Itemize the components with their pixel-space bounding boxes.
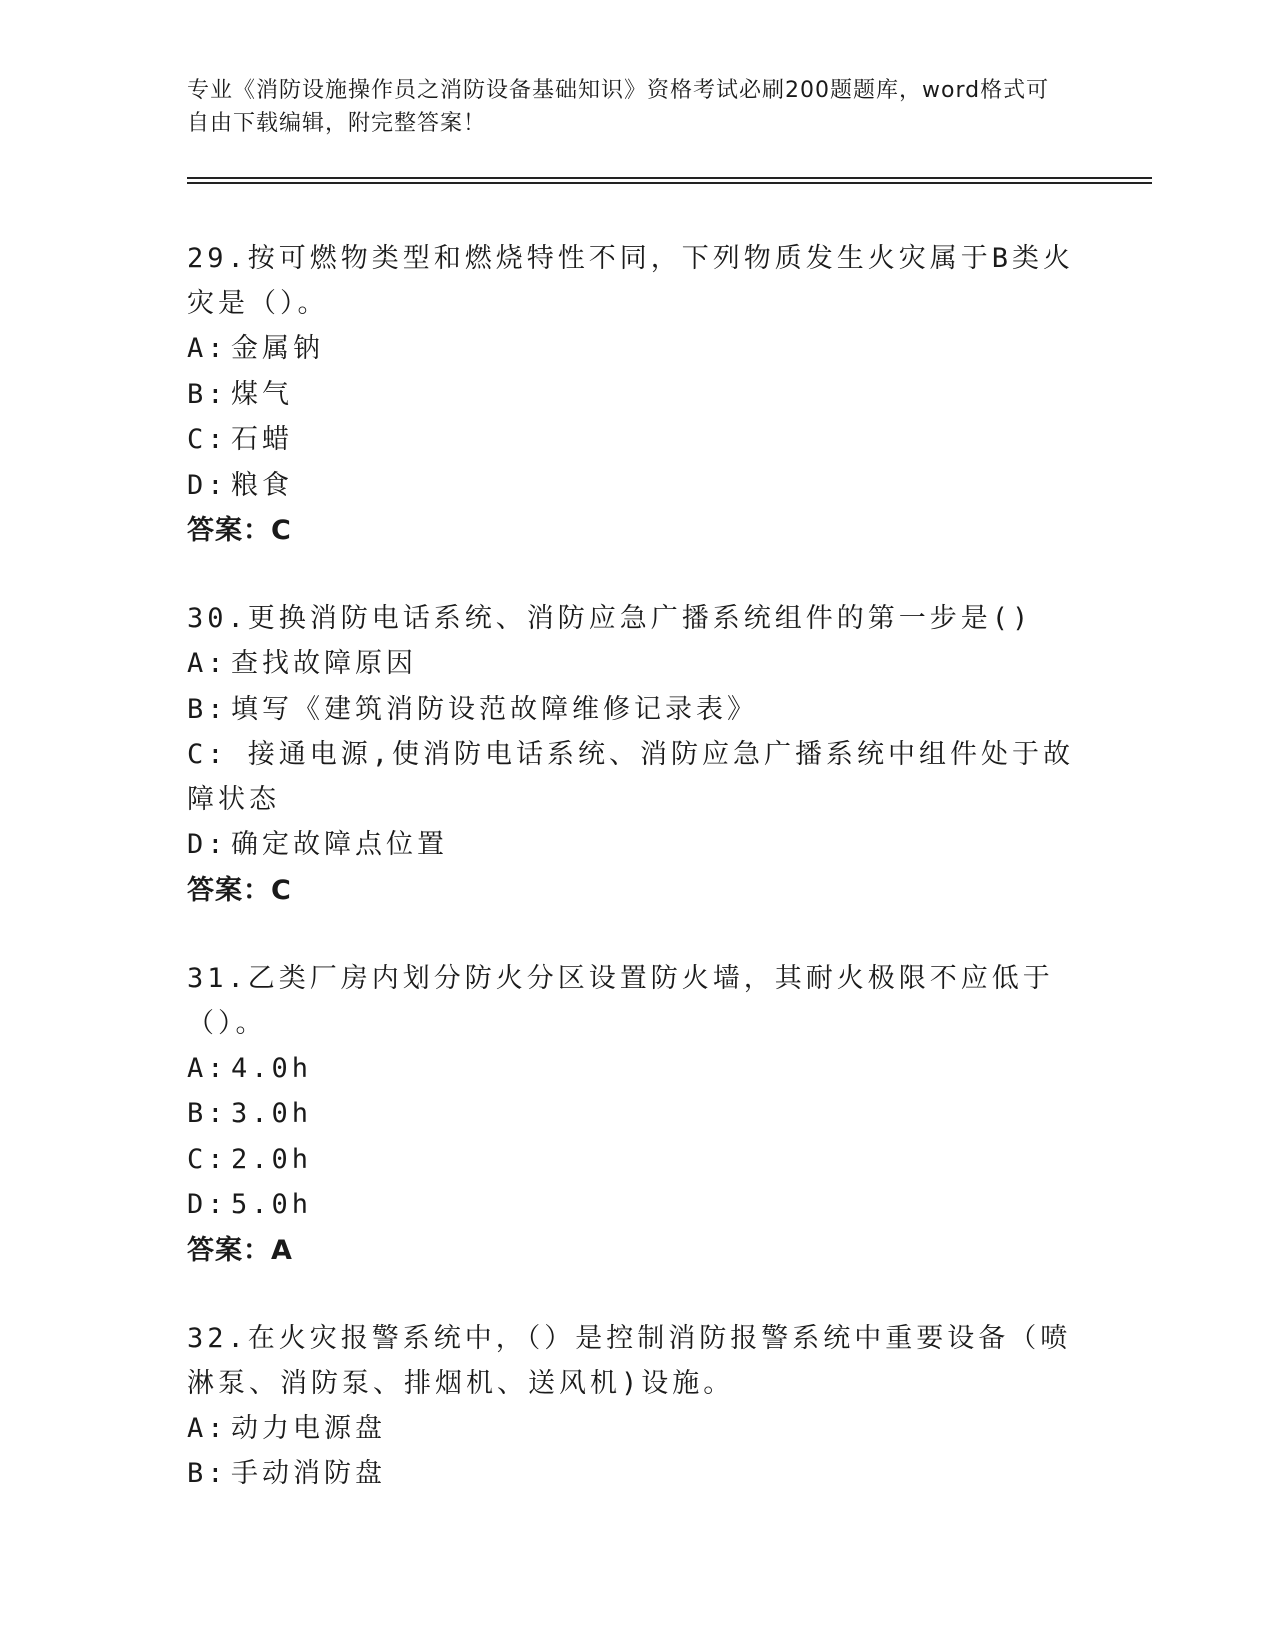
question-stem: 29.按可燃物类型和燃烧特性不同，下列物质发生火灾属于B类火灾是（）。 [187, 243, 1075, 319]
option-letter: D: [187, 469, 228, 501]
option-text: 2.0h [231, 1143, 313, 1175]
header-divider-top [187, 177, 1152, 179]
option-text: 4.0h [231, 1052, 313, 1084]
option-d [187, 822, 1087, 868]
option-text: 5.0h [231, 1189, 313, 1220]
option-text: 3.0h [231, 1098, 313, 1129]
option-letter: A: [187, 648, 228, 679]
answer-line: 答案：C [187, 874, 292, 906]
option-c [187, 1137, 1087, 1183]
question-30 [187, 596, 1087, 914]
option-letter: D: [187, 829, 228, 860]
option-a [187, 641, 1087, 687]
option-letter: C: [187, 1143, 228, 1175]
option-letter: A: [187, 1052, 228, 1084]
option-text: 石蜡 [231, 424, 293, 455]
option-a [187, 1046, 1087, 1092]
option-letter: A: [187, 1412, 228, 1444]
option-text: 手动消防盘 [231, 1458, 386, 1489]
header-divider-bottom [187, 182, 1152, 184]
option-text: 查找故障原因 [231, 648, 417, 679]
option-b [187, 1091, 1087, 1137]
option-text: 填写《建筑消防设范故障维修记录表》 [231, 693, 758, 725]
option-a [187, 326, 1087, 372]
option-letter: A: [187, 333, 228, 364]
option-a [187, 1406, 1087, 1452]
option-d [187, 463, 1087, 509]
option-letter: B: [187, 1098, 228, 1129]
option-text: 金属钠 [231, 333, 324, 364]
question-list [187, 236, 1087, 1539]
option-letter: B: [187, 693, 228, 725]
option-d [187, 1182, 1087, 1228]
question-stem: 30.更换消防电话系统、消防应急广播系统组件的第一步是() [187, 603, 1033, 634]
question-29 [187, 236, 1087, 554]
option-letter: B: [187, 378, 228, 410]
option-letter: D: [187, 1189, 228, 1220]
question-32 [187, 1316, 1087, 1497]
option-text: 动力电源盘 [231, 1412, 386, 1444]
option-letter: C: [187, 424, 228, 455]
option-b [187, 372, 1087, 418]
answer-line: 答案：C [187, 515, 292, 546]
option-text: 确定故障点位置 [231, 829, 448, 860]
answer-line: 答案：A [187, 1234, 293, 1266]
option-letter: B: [187, 1458, 228, 1489]
option-b [187, 1451, 1087, 1497]
option-text: 煤气 [231, 378, 293, 410]
option-text: 接通电源,使消防电话系统、消防应急广播系统中组件处于故障状态 [187, 739, 1075, 815]
option-c [187, 732, 1087, 822]
option-text: 粮食 [231, 469, 293, 501]
document-header: 专业《消防设施操作员之消防设备基础知识》资格考试必刷200题题库，word格式可自由下载编辑，附完整答案！ [187, 78, 1050, 136]
option-letter: C: [187, 739, 228, 770]
option-b [187, 687, 1087, 733]
question-stem: 31.乙类厂房内划分防火分区设置防火墙，其耐火极限不应低于（）。 [187, 962, 1054, 1039]
question-stem: 32.在火灾报警系统中，（）是控制消防报警系统中重要设备（喷淋泵、消防泵、排烟机、送风机)设施。 [187, 1322, 1072, 1399]
option-c [187, 417, 1087, 463]
question-31 [187, 956, 1087, 1274]
